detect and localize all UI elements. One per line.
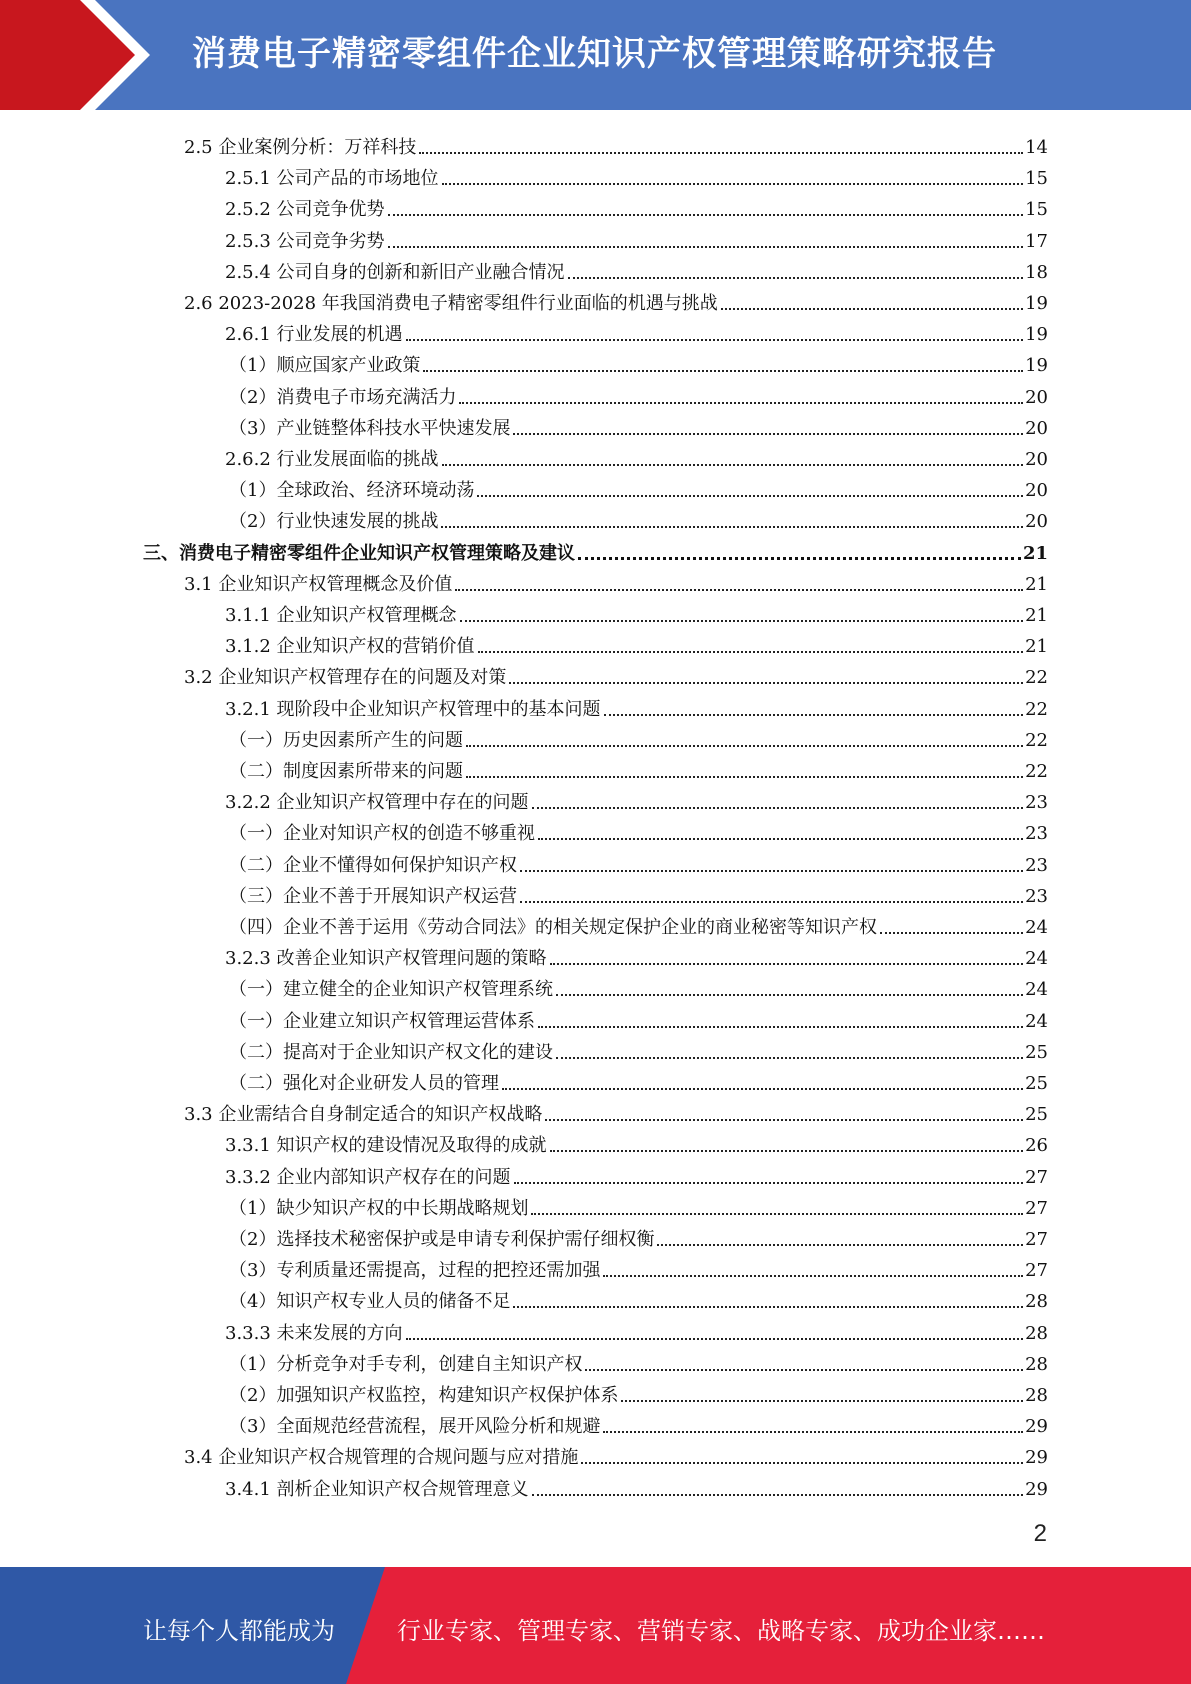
toc-entry-label: 3.3.3 未来发展的方向 <box>225 1322 403 1344</box>
toc-dot-leader <box>388 245 1024 248</box>
toc-entry-label: （三）企业不善于开展知识产权运营 <box>229 885 517 907</box>
toc-entry-label: 2.5 企业案例分析：万祥科技 <box>184 137 417 158</box>
toc-entry-label: （一）历史因素所产生的问题 <box>229 729 463 751</box>
toc-entry-label: 3.3 企业需结合自身制定适合的知识产权战略 <box>184 1104 543 1126</box>
toc-entry-page: 23 <box>1025 792 1048 814</box>
toc-entry[interactable] <box>225 1126 1048 1157</box>
toc-dot-leader <box>880 931 1023 934</box>
toc-entry-page: 29 <box>1025 1478 1048 1500</box>
toc-entry-label: 3.3.2 企业内部知识产权存在的问题 <box>225 1166 511 1188</box>
toc-entry[interactable] <box>229 846 1048 877</box>
header-chevron-decoration <box>0 0 200 110</box>
toc-entry-page: 17 <box>1025 230 1048 252</box>
toc-entry-label: （1）分析竞争对手专利，创建自主知识产权 <box>229 1353 583 1375</box>
toc-entry[interactable] <box>225 939 1048 970</box>
toc-dot-leader <box>621 1399 1023 1402</box>
toc-entry[interactable] <box>229 1189 1048 1220</box>
toc-dot-leader <box>514 1181 1024 1184</box>
toc-dot-leader <box>603 1274 1023 1277</box>
toc-entry-page: 21 <box>1025 573 1048 595</box>
toc-entry-page: 19 <box>1025 293 1048 314</box>
toc-entry[interactable] <box>229 1345 1048 1376</box>
toc-entry-label: 2.5.3 公司竞争劣势 <box>225 230 385 252</box>
toc-entry-label: 3.2.2 企业知识产权管理中存在的问题 <box>225 792 529 814</box>
toc-entry[interactable] <box>229 1282 1048 1313</box>
toc-entry-page: 19 <box>1025 324 1048 346</box>
toc-dot-leader <box>556 993 1023 996</box>
toc-entry[interactable] <box>225 783 1048 814</box>
toc-entry-page: 25 <box>1025 1104 1048 1126</box>
toc-entry[interactable] <box>229 814 1048 845</box>
toc-dot-leader <box>442 182 1024 185</box>
toc-entry[interactable] <box>229 877 1048 908</box>
toc-entry-page: 24 <box>1025 1010 1048 1032</box>
toc-entry-page: 20 <box>1025 480 1048 502</box>
toc-entry-label: （一）建立健全的企业知识产权管理系统 <box>229 979 553 1001</box>
toc-entry-label: （2）加强知识产权监控，构建知识产权保护体系 <box>229 1385 619 1406</box>
toc-entry-label: 3.2.3 改善企业知识产权管理问题的策略 <box>225 948 547 970</box>
footer-slogan-left: 让每个人都能成为 <box>143 1617 335 1645</box>
toc-entry[interactable] <box>225 159 1048 190</box>
toc-dot-leader <box>603 1430 1023 1433</box>
toc-entry-label: （3）全面规范经营流程，展开风险分析和规避 <box>229 1416 601 1438</box>
toc-dot-leader <box>455 588 1023 591</box>
toc-entry[interactable] <box>225 190 1048 221</box>
toc-dot-leader <box>441 525 1023 528</box>
toc-entry-page: 23 <box>1025 854 1048 876</box>
toc-entry-page: 25 <box>1025 1073 1048 1094</box>
toc-entry-label: （二）企业不懂得如何保护知识产权 <box>229 854 517 876</box>
toc-entry-page: 23 <box>1025 823 1048 845</box>
footer-banner <box>0 1567 1191 1684</box>
toc-dot-leader <box>545 1118 1023 1121</box>
toc-entry-page: 22 <box>1025 729 1048 751</box>
toc-entry[interactable] <box>225 1314 1048 1345</box>
toc-dot-leader <box>460 619 1024 622</box>
toc-dot-leader <box>550 1149 1024 1152</box>
toc-entry[interactable] <box>229 1064 1048 1095</box>
toc-dot-leader <box>556 1056 1023 1059</box>
toc-entry-label: 3.1.1 企业知识产权管理概念 <box>225 605 457 626</box>
toc-entry[interactable] <box>229 502 1048 533</box>
toc-dot-leader <box>585 1368 1023 1371</box>
toc-entry-label: （2）行业快速发展的挑战 <box>229 511 439 533</box>
toc-entry[interactable] <box>143 534 1048 565</box>
toc-entry-label: （1）缺少知识产权的中长期战略规划 <box>229 1197 529 1219</box>
toc-dot-leader <box>520 869 1023 872</box>
toc-entry-page: 22 <box>1025 698 1048 720</box>
toc-entry-label: 三、消费电子精密零组件企业知识产权管理策略及建议 <box>143 542 575 564</box>
page-number: 2 <box>1033 1520 1047 1547</box>
toc-entry[interactable] <box>184 658 1048 689</box>
toc-entry[interactable] <box>229 471 1048 502</box>
toc-dot-leader <box>550 962 1024 965</box>
toc-entry-label: 3.2 企业知识产权管理存在的问题及对策 <box>184 667 507 689</box>
toc-entry-page: 20 <box>1025 449 1048 470</box>
toc-entry[interactable] <box>229 1033 1048 1064</box>
toc-entry[interactable] <box>225 440 1048 471</box>
toc-dot-leader <box>466 744 1023 747</box>
toc-entry-page: 21 <box>1025 605 1048 626</box>
toc-entry[interactable] <box>225 253 1048 284</box>
toc-entry[interactable] <box>229 1002 1048 1033</box>
toc-entry[interactable] <box>229 1251 1048 1282</box>
toc-entry[interactable] <box>229 346 1048 377</box>
toc-entry[interactable] <box>225 1158 1048 1189</box>
toc-entry[interactable] <box>229 908 1048 939</box>
toc-entry-label: 2.6.1 行业发展的机遇 <box>225 324 403 346</box>
toc-entry-label: （二）提高对于企业知识产权文化的建设 <box>229 1041 553 1063</box>
toc-dot-leader <box>578 556 1021 560</box>
toc-dot-leader <box>513 432 1023 435</box>
toc-entry-page: 22 <box>1025 761 1048 782</box>
toc-dot-leader <box>568 276 1024 279</box>
toc-entry-page: 29 <box>1025 1416 1048 1438</box>
toc-entry-label: （4）知识产权专业人员的储备不足 <box>229 1291 511 1313</box>
toc-dot-leader <box>442 463 1024 466</box>
toc-entry-page: 26 <box>1025 1135 1048 1157</box>
toc-entry-label: （二）强化对企业研发人员的管理 <box>229 1073 499 1094</box>
toc-entry-page: 18 <box>1025 261 1048 283</box>
toc-dot-leader <box>513 1305 1023 1308</box>
toc-entry[interactable] <box>229 752 1048 783</box>
toc-entry-page: 15 <box>1025 168 1048 190</box>
report-title: 消费电子精密零组件企业知识产权管理策略研究报告 <box>192 34 997 74</box>
toc-dot-leader <box>532 806 1024 809</box>
toc-entry-label: 3.4.1 剖析企业知识产权合规管理意义 <box>225 1478 529 1500</box>
toc-entry-label: 2.5.4 公司自身的创新和新旧产业融合情况 <box>225 261 565 283</box>
toc-entry-label: （四）企业不善于运用《劳动合同法》的相关规定保护企业的商业秘密等知识产权 <box>229 917 877 938</box>
toc-entry-page: 25 <box>1025 1041 1048 1063</box>
toc-entry[interactable] <box>229 409 1048 440</box>
toc-entry-page: 21 <box>1022 542 1048 564</box>
toc-dot-leader <box>423 369 1023 372</box>
toc-dot-leader <box>581 1461 1023 1464</box>
toc-entry-page: 20 <box>1025 386 1048 408</box>
toc-entry-page: 24 <box>1025 917 1048 938</box>
toc-dot-leader <box>520 900 1023 903</box>
toc-entry-label: 3.3.1 知识产权的建设情况及取得的成就 <box>225 1135 547 1157</box>
toc-dot-leader <box>459 401 1023 404</box>
toc-dot-leader <box>532 1493 1024 1496</box>
toc-entry[interactable] <box>184 1095 1048 1126</box>
toc-dot-leader <box>538 1025 1023 1028</box>
toc-dot-leader <box>721 307 1023 310</box>
toc-entry-label: 2.6.2 行业发展面临的挑战 <box>225 449 439 470</box>
toc-entry-page: 24 <box>1025 948 1048 970</box>
toc-entry-page: 29 <box>1025 1447 1048 1469</box>
toc-entry-page: 28 <box>1025 1353 1048 1375</box>
toc-entry-label: 2.5.2 公司竞争优势 <box>225 199 385 221</box>
toc-entry[interactable] <box>225 627 1048 658</box>
header-banner <box>0 0 1191 110</box>
toc-entry-page: 19 <box>1025 355 1048 377</box>
toc-dot-leader <box>502 1087 1023 1090</box>
toc-entry-label: （3）产业链整体科技水平快速发展 <box>229 417 511 439</box>
toc-entry[interactable] <box>184 1438 1048 1469</box>
toc-entry-label: 2.5.1 公司产品的市场地位 <box>225 168 439 190</box>
toc-entry[interactable] <box>229 721 1048 752</box>
toc-entry-label: （一）企业对知识产权的创造不够重视 <box>229 823 535 845</box>
toc-entry-label: 2.6 2023-2028 年我国消费电子精密零组件行业面临的机遇与挑战 <box>184 293 718 314</box>
toc-entry-page: 27 <box>1025 1229 1048 1250</box>
toc-entry-page: 15 <box>1025 199 1048 221</box>
toc-entry-label: 3.1.2 企业知识产权的营销价值 <box>225 636 475 658</box>
toc-dot-leader <box>406 1337 1024 1340</box>
toc-dot-leader <box>477 494 1023 497</box>
toc-entry-label: （2）选择技术秘密保护或是申请专利保护需仔细权衡 <box>229 1229 655 1250</box>
toc-entry[interactable] <box>225 690 1048 721</box>
toc-entry-page: 27 <box>1025 1260 1048 1282</box>
toc-entry[interactable] <box>225 315 1048 346</box>
toc-entry[interactable] <box>225 222 1048 253</box>
toc-entry[interactable] <box>225 596 1048 627</box>
toc-entry[interactable] <box>184 128 1048 159</box>
toc-entry-page: 28 <box>1025 1322 1048 1344</box>
toc-dot-leader <box>657 1243 1023 1246</box>
toc-entry[interactable] <box>229 1407 1048 1438</box>
toc-entry-page: 22 <box>1025 667 1048 689</box>
toc-entry[interactable] <box>229 970 1048 1001</box>
toc-entry-page: 20 <box>1025 511 1048 533</box>
toc-dot-leader <box>419 151 1023 154</box>
toc-entry-page: 21 <box>1025 636 1048 658</box>
toc-dot-leader <box>538 837 1023 840</box>
toc-entry-page: 27 <box>1025 1197 1048 1219</box>
toc-entry-label: 3.1 企业知识产权管理概念及价值 <box>184 573 453 595</box>
toc-dot-leader <box>509 681 1023 684</box>
toc-entry[interactable] <box>229 1376 1048 1407</box>
toc-entry-label: 3.2.1 现阶段中企业知识产权管理中的基本问题 <box>225 698 601 720</box>
toc-entry[interactable] <box>184 565 1048 596</box>
toc-dot-leader <box>478 650 1024 653</box>
toc-entry-page: 20 <box>1025 417 1048 439</box>
toc-entry-label: （3）专利质量还需提高，过程的把控还需加强 <box>229 1260 601 1282</box>
toc-entry[interactable] <box>229 1220 1048 1251</box>
toc-entry[interactable] <box>184 284 1048 315</box>
toc-entry-label: （1）顺应国家产业政策 <box>229 355 421 377</box>
toc-entry-page: 24 <box>1025 979 1048 1001</box>
toc-entry-label: （1）全球政治、经济环境动荡 <box>229 480 475 502</box>
toc-entry-page: 23 <box>1025 885 1048 907</box>
toc-dot-leader <box>406 338 1024 341</box>
toc-entry-label: 3.4 企业知识产权合规管理的合规问题与应对措施 <box>184 1447 579 1469</box>
footer-slogan-right: 行业专家、管理专家、营销专家、战略专家、成功企业家…… <box>397 1617 1045 1645</box>
toc-dot-leader <box>388 213 1024 216</box>
toc-entry[interactable] <box>229 378 1048 409</box>
toc-entry-page: 28 <box>1025 1291 1048 1313</box>
toc-entry-page: 27 <box>1025 1166 1048 1188</box>
toc-entry-label: （一）企业建立知识产权管理运营体系 <box>229 1010 535 1032</box>
toc-entry-page: 14 <box>1025 137 1048 158</box>
toc-entry[interactable] <box>225 1470 1048 1501</box>
toc-dot-leader <box>604 713 1024 716</box>
toc-entry-label: （二）制度因素所带来的问题 <box>229 761 463 782</box>
toc-dot-leader <box>531 1212 1023 1215</box>
toc-entry-page: 28 <box>1025 1385 1048 1406</box>
toc-dot-leader <box>466 775 1023 778</box>
toc-entry-label: （2）消费电子市场充满活力 <box>229 386 457 408</box>
